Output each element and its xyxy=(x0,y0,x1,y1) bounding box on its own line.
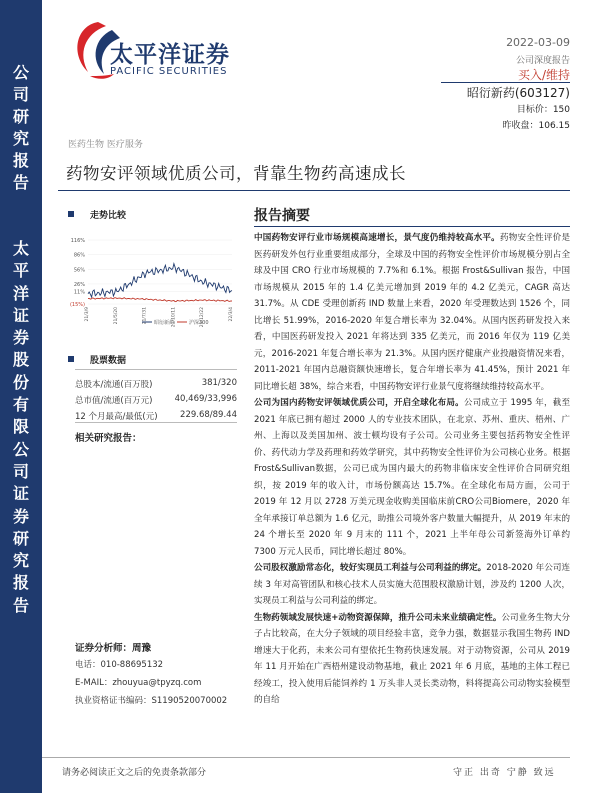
sidebar-char: 究 xyxy=(12,129,29,148)
abstract-paragraph xyxy=(254,395,570,560)
sidebar-char: 太 xyxy=(12,239,29,258)
sidebar-char: 券 xyxy=(12,328,29,348)
rating: 买入/维持 xyxy=(517,68,570,82)
paragraph-text: 2018-2020 年公司连续 3 年对高管团队和核心技术人员实施大范围股权激励计划，涉及约 1200 人次，实现员工利益与公司利益的绑定。 xyxy=(254,563,570,606)
sidebar-char: 股 xyxy=(12,350,29,370)
abstract-divider xyxy=(254,226,570,227)
abstract-paragraph xyxy=(254,610,570,709)
company-motto: 守正 出奇 宁静 致远 xyxy=(453,768,556,778)
square-bullet-icon xyxy=(68,211,74,217)
sidebar xyxy=(0,0,42,793)
series-line-1 xyxy=(88,264,232,298)
disclaimer-note: 请务必阅读正文之后的免责条款部分 xyxy=(62,768,207,778)
sidebar-char: 限 xyxy=(12,417,29,437)
related-reports-label: 相关研究报告： xyxy=(75,433,142,444)
stat-row xyxy=(75,378,237,390)
paragraph-text: 公司成立于 1995 年，截至 2021 年底已拥有超过 2000 人的专业技术团队，在北京、苏州、重庆、梧州、广州、上海以及美国加州、波士顿均设有子公司。公司业务主要包括药物安全性评价、药代动力学及药理和药效学研究，其中药物安全性评价为公司核心业务。根据Frost&Sullivan数据，公司已成为国内最大的药物非临床安全性评价合同研究组织，按 2019 年的收入计，市场份额高达 15.7%。在全球化布局方面，公司于 2019 年 12 月以 2728 万美元现金收购美国临床前CRO公司Biomere，2020 年全年承接订单总额为 1.6 亿元，助推公司境外客户数量大幅提升，从 2019 年末的 24 个增长至 2020 年 9 月末的 111 个，2021 上半年母公司新签海外订单约 7300 万元人民币，同比增长超过 80%。 xyxy=(254,398,571,557)
analyst-email: E-MAIL：zhouyua@tpyzq.com xyxy=(75,678,202,688)
report-date: 2022-03-09 xyxy=(506,36,570,49)
sidebar-char: 证 xyxy=(12,484,29,504)
abstract-paragraph xyxy=(254,560,570,610)
x-tick-label: 21/10/11 xyxy=(171,307,177,327)
sidebar-char: 平 xyxy=(12,261,29,281)
sidebar-char: 洋 xyxy=(12,283,29,303)
sidebar-char: 证 xyxy=(12,305,29,325)
abstract-paragraph xyxy=(254,230,570,395)
sidebar-char: 公 xyxy=(12,63,29,82)
sidebar-char: 研 xyxy=(12,528,29,548)
stats-divider xyxy=(75,369,237,370)
stats-divider xyxy=(75,422,237,423)
sidebar-company-label xyxy=(0,238,42,617)
sidebar-char: 份 xyxy=(12,372,29,392)
series-line-2 xyxy=(88,298,232,302)
y-tick-label: 56% xyxy=(73,267,85,274)
stat-value: 381/320 xyxy=(201,378,237,388)
stock-name: 昭衍新药(603127) xyxy=(466,86,570,100)
target-price: 目标价：150 xyxy=(516,105,570,115)
close-price: 昨收盘：106.15 xyxy=(502,121,570,131)
paragraph-lead: 公司股权激励常态化，较好实现员工利益与公司利益的绑定。 xyxy=(254,563,487,573)
analyst-license: 执业资格证书编码：S1190520070002 xyxy=(75,696,228,706)
sidebar-char: 报 xyxy=(12,151,29,170)
stat-key: 总市值/流通(百万元) xyxy=(75,396,153,406)
sidebar-char: 告 xyxy=(12,595,29,615)
x-tick-label: 21/12/22 xyxy=(200,307,206,327)
footer-divider xyxy=(42,757,570,758)
legend-label: 沪深300 xyxy=(189,320,209,326)
stat-row xyxy=(75,394,237,406)
paragraph-text: 公司业务生物大分子占比较高，在大分子领域的项目经验丰富，竞争力强，数据显示我国生物药 IND 增速大于化药，未来公司有望依托生物药快速发展。对于动物资源，公司从 2019 年 11 月开始在广西梧州建设动物基地，截止 2021 年 6 月底，基地的主体工程已经竣工，投入使用后能饲养约 1 万头非人灵长类动物，料将提高公司动物实验模型的自给 xyxy=(254,612,571,705)
analyst-name: 证券分析师：周豫 xyxy=(75,643,152,654)
legend-label: 昭衍新药 xyxy=(154,320,175,326)
sidebar-char: 究 xyxy=(12,551,29,571)
sidebar-char: 公 xyxy=(12,439,29,459)
report-type: 公司深度报告 xyxy=(515,56,570,66)
logo-name-en: PACIFIC SECURITIES xyxy=(110,66,228,77)
paragraph-text: 药物安全性评价是医药研发外包行业重要组成部分，全球及中国的药物安全性评价市场规模分别占全球及中国 CRO 行业市场规模的 7.7%和 6.1%。根据 Frost&Sullivan 报告，中国市场规模从 2015 年的 1.4 亿美元增加到 2019 年的 4.2 亿美元，CAGR 高达 31.7%。从 CDE 受理创新药 IND 数量上来看，2020 年受理数达到 1526 个，同比增长 51.99%，2016-2020 年复合增长率为 32.04%。从国内医药研发投入来看，中国医药研发投入 2021 年将达到 335 亿美元，而 2016 年仅为 119 亿美元，2016-2021 年复合增长率为 21.3%。从国内医疗健康产业投融资情况来看，2011-2021 年国内总融资额快速增长，复合年增长率为 41.45%，预计 2021 年同比增长超 38%，综合来看，中国药物安评行业景气度将继续维持较高水平。 xyxy=(254,233,571,392)
trend-chart xyxy=(62,232,240,327)
square-bullet-icon xyxy=(68,356,74,362)
x-tick-label: 22/3/4 xyxy=(229,307,234,322)
x-tick-label: 21/7/31 xyxy=(142,307,148,325)
sidebar-char: 司 xyxy=(12,85,29,104)
report-title: 药物安评领域优质公司，背靠生物药高速成长 xyxy=(66,164,406,183)
abstract-body xyxy=(254,230,570,709)
header-divider xyxy=(441,82,570,83)
stat-value: 40,469/33,996 xyxy=(174,394,237,404)
sidebar-report-category xyxy=(0,62,42,194)
y-tick-label: 11% xyxy=(73,289,85,296)
paragraph-lead: 中国药物安评行业市场规模高速增长，景气度仍维持较高水平。 xyxy=(254,233,500,243)
abstract-heading: 报告摘要 xyxy=(254,208,310,224)
sidebar-char: 告 xyxy=(12,173,29,192)
stock-data-label: 股票数据 xyxy=(90,356,127,366)
paragraph-lead: 生物药领域发展快速+动物资源保障，推升公司未来业绩确定性。 xyxy=(254,612,502,623)
paragraph-lead: 公司为国内药物安评领域优质公司，开启全球化布局。 xyxy=(254,398,464,408)
x-tick-label: 21/5/20 xyxy=(113,307,119,325)
sidebar-char: 有 xyxy=(12,395,29,415)
y-tick-label: 86% xyxy=(73,252,85,259)
title-divider xyxy=(58,190,570,191)
sidebar-char: 司 xyxy=(12,461,29,481)
sidebar-char: 研 xyxy=(12,107,29,126)
trend-label: 走势比较 xyxy=(90,211,127,221)
stat-key: 总股本/流通(百万股) xyxy=(75,380,153,390)
x-tick-label: 21/3/9 xyxy=(85,307,90,322)
y-tick-label: 26% xyxy=(73,281,85,288)
stat-key: 12 个月最高/最低(元) xyxy=(75,412,158,422)
y-tick-label: (15%) xyxy=(69,302,85,308)
sidebar-char: 报 xyxy=(12,573,29,593)
stat-row xyxy=(75,410,237,422)
y-tick-label: 116% xyxy=(70,238,85,244)
sidebar-char: 券 xyxy=(12,506,29,526)
analyst-phone: 电话：010-88695132 xyxy=(75,660,164,670)
stat-value: 229.68/89.44 xyxy=(180,410,237,420)
industry-tag: 医药生物 医疗服务 xyxy=(68,140,143,150)
logo-name-cn: 太平洋证券 xyxy=(110,42,230,68)
